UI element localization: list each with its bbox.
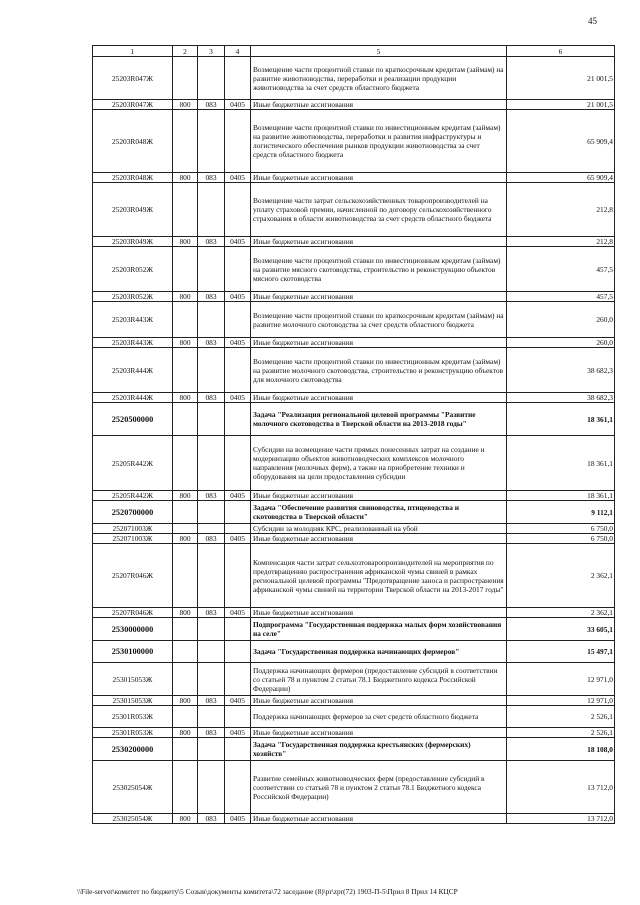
table-row <box>93 706 615 728</box>
file-path-footer: \\File-server\комитет по бюджету\5 Созыв\документы комитета\72 заседание (8)\pr\zpr(72) 1903-П-5\Прил 8 Прил 14 КЦСР <box>77 887 458 896</box>
amount-cell: 2 362,1 <box>507 608 615 618</box>
department-cell <box>198 348 225 393</box>
description-cell: Возмещение части процентной ставки по инвестиционным кредитам (займам) на развитие животноводства, переработки и развития инфраструктуры и логистического обеспечения рынков продукции животноводства за счет средств областного бюджета <box>251 110 507 173</box>
column-header: 3 <box>198 46 225 57</box>
amount-cell: 13 712,0 <box>507 761 615 814</box>
table-row <box>93 338 615 348</box>
code-cell: 25203R048Ж <box>93 110 173 173</box>
table-row <box>93 100 615 110</box>
table-row <box>93 608 615 618</box>
section-cell <box>225 436 251 491</box>
description-cell: Иные бюджетные ассигнования <box>251 393 507 403</box>
section-cell <box>225 183 251 237</box>
amount-cell: 13 712,0 <box>507 814 615 824</box>
expense-type-cell: 800 <box>173 491 198 501</box>
department-cell: 083 <box>198 237 225 247</box>
amount-cell: 457,5 <box>507 292 615 302</box>
code-cell: 252071003Ж <box>93 524 173 534</box>
amount-cell: 18 108,0 <box>507 738 615 761</box>
column-header: 4 <box>225 46 251 57</box>
code-cell: 25203R049Ж <box>93 237 173 247</box>
table-row <box>93 302 615 338</box>
description-cell: Развитие семейных животноводческих ферм (предоставление субсидий в соответствии со статьей 78 и пунктом 2 статьи 78.1 Бюджетного кодекса Российской Федерации) <box>251 761 507 814</box>
table-row <box>93 393 615 403</box>
section-cell: 0405 <box>225 292 251 302</box>
table-row <box>93 728 615 738</box>
code-cell: 25203R047Ж <box>93 57 173 100</box>
expense-type-cell <box>173 738 198 761</box>
code-cell: 25203R047Ж <box>93 100 173 110</box>
expense-type-cell <box>173 183 198 237</box>
section-cell <box>225 501 251 524</box>
amount-cell: 2 526,1 <box>507 728 615 738</box>
description-cell: Задача "Реализация региональной целевой программы "Развитие молочного скотоводства в Тверской области на 2013-2018 годы" <box>251 403 507 436</box>
section-cell: 0405 <box>225 534 251 544</box>
department-cell: 083 <box>198 728 225 738</box>
code-cell: 25207R046Ж <box>93 544 173 608</box>
code-cell: 25203R052Ж <box>93 247 173 292</box>
amount-cell: 2 526,1 <box>507 706 615 728</box>
column-header: 5 <box>251 46 507 57</box>
column-header: 2 <box>173 46 198 57</box>
expense-type-cell <box>173 663 198 696</box>
expense-type-cell <box>173 544 198 608</box>
amount-cell: 18 361,1 <box>507 491 615 501</box>
table-row <box>93 696 615 706</box>
expense-type-cell: 800 <box>173 393 198 403</box>
amount-cell: 21 001,5 <box>507 100 615 110</box>
expense-type-cell <box>173 403 198 436</box>
table-row <box>93 663 615 696</box>
code-cell: 25301R053Ж <box>93 728 173 738</box>
table-row <box>93 491 615 501</box>
description-cell: Возмещение части процентной ставки по инвестиционным кредитам (займам) на развитие мясного скотоводства, строительство и реконструкцию объектов мясного скотоводства <box>251 247 507 292</box>
table-row <box>93 237 615 247</box>
section-cell <box>225 403 251 436</box>
description-cell: Возмещение части процентной ставки по краткосрочным кредитам (займам) на развитие животноводства, переработки и реализации продукции животноводства за счет средств областного бюджета <box>251 57 507 100</box>
code-cell: 25203R444Ж <box>93 348 173 393</box>
description-cell: Возмещение части процентной ставки по краткосрочным кредитам (займам) на развитие молочного скотоводства за счет средств областного бюджета <box>251 302 507 338</box>
table-row <box>93 292 615 302</box>
table-row <box>93 641 615 663</box>
table-row <box>93 247 615 292</box>
code-cell: 25203R052Ж <box>93 292 173 302</box>
page-number: 45 <box>588 16 597 26</box>
description-cell: Иные бюджетные ассигнования <box>251 814 507 824</box>
description-cell: Иные бюджетные ассигнования <box>251 237 507 247</box>
amount-cell: 18 361,1 <box>507 403 615 436</box>
section-cell <box>225 524 251 534</box>
section-cell <box>225 706 251 728</box>
amount-cell: 38 682,3 <box>507 348 615 393</box>
expense-type-cell <box>173 110 198 173</box>
code-cell: 25203R444Ж <box>93 393 173 403</box>
description-cell: Субсидии на возмещение части прямых понесенных затрат на создание и модернизацию объектов животноводческих комплексов молочного направления (молочных ферм), а также на приобретение техники и оборудования на цели предоставления субсидии <box>251 436 507 491</box>
amount-cell: 260,0 <box>507 302 615 338</box>
code-cell: 25205R442Ж <box>93 491 173 501</box>
amount-cell: 6 750,0 <box>507 524 615 534</box>
expense-type-cell <box>173 618 198 641</box>
description-cell: Иные бюджетные ассигнования <box>251 608 507 618</box>
code-cell: 25203R443Ж <box>93 338 173 348</box>
budget-table <box>92 45 614 824</box>
department-cell <box>198 57 225 100</box>
expense-type-cell <box>173 302 198 338</box>
expense-type-cell <box>173 436 198 491</box>
expense-type-cell: 800 <box>173 292 198 302</box>
department-cell: 083 <box>198 534 225 544</box>
expense-type-cell <box>173 761 198 814</box>
section-cell <box>225 544 251 608</box>
department-cell: 083 <box>198 338 225 348</box>
table-row <box>93 436 615 491</box>
expense-type-cell: 800 <box>173 696 198 706</box>
amount-cell: 6 750,0 <box>507 534 615 544</box>
table-row <box>93 348 615 393</box>
amount-cell: 18 361,1 <box>507 436 615 491</box>
description-cell: Иные бюджетные ассигнования <box>251 534 507 544</box>
section-cell <box>225 761 251 814</box>
expense-type-cell <box>173 706 198 728</box>
description-cell: Компенсация части затрат сельхозтоваропроизводителей на мероприятия по предотвращению распространения африканской чумы свиней в рамках региональной целевой программы "Предотвращение заноса и распространения африканской чумы свиней на территории Тверской области на 2013-2017 годы" <box>251 544 507 608</box>
section-cell <box>225 738 251 761</box>
description-cell: Задача "Государственная поддержка начинающих фермеров" <box>251 641 507 663</box>
table-header-row <box>93 46 615 57</box>
department-cell <box>198 247 225 292</box>
department-cell: 083 <box>198 173 225 183</box>
expense-type-cell <box>173 348 198 393</box>
department-cell <box>198 706 225 728</box>
column-header: 1 <box>93 46 173 57</box>
description-cell: Возмещение части затрат сельскохозяйственных товаропроизводителей на уплату страховой премии, начисленной по договору сельскохозяйственного страхования в области животноводства за счет средств областного бюджета <box>251 183 507 237</box>
section-cell <box>225 302 251 338</box>
section-cell <box>225 247 251 292</box>
section-cell <box>225 663 251 696</box>
amount-cell: 12 971,0 <box>507 663 615 696</box>
table-row <box>93 57 615 100</box>
expense-type-cell: 800 <box>173 814 198 824</box>
department-cell <box>198 738 225 761</box>
department-cell: 083 <box>198 292 225 302</box>
amount-cell: 260,0 <box>507 338 615 348</box>
section-cell <box>225 348 251 393</box>
description-cell: Задача "Обеспечение развития свиноводства, птицеводства и скотоводства в Тверской области" <box>251 501 507 524</box>
amount-cell: 65 909,4 <box>507 173 615 183</box>
section-cell: 0405 <box>225 237 251 247</box>
department-cell <box>198 618 225 641</box>
column-header: 6 <box>507 46 615 57</box>
code-cell: 25205R442Ж <box>93 436 173 491</box>
description-cell: Иные бюджетные ассигнования <box>251 696 507 706</box>
amount-cell: 33 605,1 <box>507 618 615 641</box>
section-cell <box>225 57 251 100</box>
department-cell <box>198 663 225 696</box>
code-cell: 253015053Ж <box>93 663 173 696</box>
department-cell <box>198 544 225 608</box>
section-cell: 0405 <box>225 338 251 348</box>
department-cell <box>198 110 225 173</box>
table-row <box>93 501 615 524</box>
code-cell: 253025054Ж <box>93 814 173 824</box>
expense-type-cell <box>173 247 198 292</box>
department-cell <box>198 501 225 524</box>
section-cell: 0405 <box>225 491 251 501</box>
department-cell <box>198 302 225 338</box>
department-cell: 083 <box>198 814 225 824</box>
section-cell <box>225 641 251 663</box>
description-cell: Подпрограмма "Государственная поддержка малых форм хозяйствования на селе" <box>251 618 507 641</box>
amount-cell: 2 362,1 <box>507 544 615 608</box>
section-cell: 0405 <box>225 696 251 706</box>
amount-cell: 65 909,4 <box>507 110 615 173</box>
code-cell: 25207R046Ж <box>93 608 173 618</box>
table-row <box>93 738 615 761</box>
description-cell: Иные бюджетные ассигнования <box>251 338 507 348</box>
code-cell: 2530100000 <box>93 641 173 663</box>
expense-type-cell: 800 <box>173 728 198 738</box>
table-row <box>93 173 615 183</box>
code-cell: 25203R443Ж <box>93 302 173 338</box>
code-cell: 25203R049Ж <box>93 183 173 237</box>
department-cell: 083 <box>198 608 225 618</box>
description-cell: Субсидии за молодняк КРС, реализованный на убой <box>251 524 507 534</box>
expense-type-cell <box>173 641 198 663</box>
code-cell: 252071003Ж <box>93 534 173 544</box>
section-cell: 0405 <box>225 100 251 110</box>
section-cell: 0405 <box>225 393 251 403</box>
department-cell <box>198 761 225 814</box>
expense-type-cell: 800 <box>173 100 198 110</box>
department-cell: 083 <box>198 100 225 110</box>
table-row <box>93 534 615 544</box>
amount-cell: 12 971,0 <box>507 696 615 706</box>
table-row <box>93 183 615 237</box>
code-cell: 2520700000 <box>93 501 173 524</box>
department-cell <box>198 403 225 436</box>
expense-type-cell: 800 <box>173 338 198 348</box>
description-cell: Иные бюджетные ассигнования <box>251 728 507 738</box>
description-cell: Иные бюджетные ассигнования <box>251 173 507 183</box>
table-row <box>93 524 615 534</box>
section-cell <box>225 618 251 641</box>
table-row <box>93 110 615 173</box>
code-cell: 2530000000 <box>93 618 173 641</box>
department-cell <box>198 641 225 663</box>
section-cell: 0405 <box>225 608 251 618</box>
expense-type-cell: 800 <box>173 173 198 183</box>
expense-type-cell <box>173 501 198 524</box>
description-cell: Поддержка начинающих фермеров за счет средств областного бюджета <box>251 706 507 728</box>
description-cell: Иные бюджетные ассигнования <box>251 100 507 110</box>
amount-cell: 9 112,1 <box>507 501 615 524</box>
department-cell <box>198 183 225 237</box>
table-row <box>93 761 615 814</box>
amount-cell: 38 682,3 <box>507 393 615 403</box>
department-cell: 083 <box>198 491 225 501</box>
amount-cell: 212,8 <box>507 183 615 237</box>
section-cell: 0405 <box>225 173 251 183</box>
code-cell: 2530200000 <box>93 738 173 761</box>
department-cell <box>198 524 225 534</box>
section-cell <box>225 110 251 173</box>
description-cell: Поддержка начинающих фермеров (предоставление субсидий в соответствии со статьей 78 и пунктом 2 статьи 78.1 Бюджетного кодекса Российской Федерации) <box>251 663 507 696</box>
code-cell: 25301R053Ж <box>93 706 173 728</box>
table-row <box>93 618 615 641</box>
expense-type-cell: 800 <box>173 237 198 247</box>
code-cell: 253015053Ж <box>93 696 173 706</box>
table-row <box>93 814 615 824</box>
description-cell: Иные бюджетные ассигнования <box>251 292 507 302</box>
section-cell: 0405 <box>225 814 251 824</box>
code-cell: 25203R048Ж <box>93 173 173 183</box>
expense-type-cell: 800 <box>173 608 198 618</box>
department-cell <box>198 436 225 491</box>
expense-type-cell <box>173 524 198 534</box>
description-cell: Возмещение части процентной ставки по инвестиционным кредитам (займам) на развитие молочного скотоводства, строительство и реконструкцию объектов для молочного скотоводства <box>251 348 507 393</box>
section-cell: 0405 <box>225 728 251 738</box>
code-cell: 2520500000 <box>93 403 173 436</box>
expense-type-cell <box>173 57 198 100</box>
description-cell: Иные бюджетные ассигнования <box>251 491 507 501</box>
amount-cell: 15 497,1 <box>507 641 615 663</box>
amount-cell: 21 001,5 <box>507 57 615 100</box>
description-cell: Задача "Государственная поддержка крестьянских (фермерских) хозяйств" <box>251 738 507 761</box>
department-cell: 083 <box>198 393 225 403</box>
amount-cell: 457,5 <box>507 247 615 292</box>
table-row <box>93 403 615 436</box>
department-cell: 083 <box>198 696 225 706</box>
code-cell: 253025054Ж <box>93 761 173 814</box>
table-row <box>93 544 615 608</box>
expense-type-cell: 800 <box>173 534 198 544</box>
table-body <box>93 57 615 824</box>
amount-cell: 212,8 <box>507 237 615 247</box>
